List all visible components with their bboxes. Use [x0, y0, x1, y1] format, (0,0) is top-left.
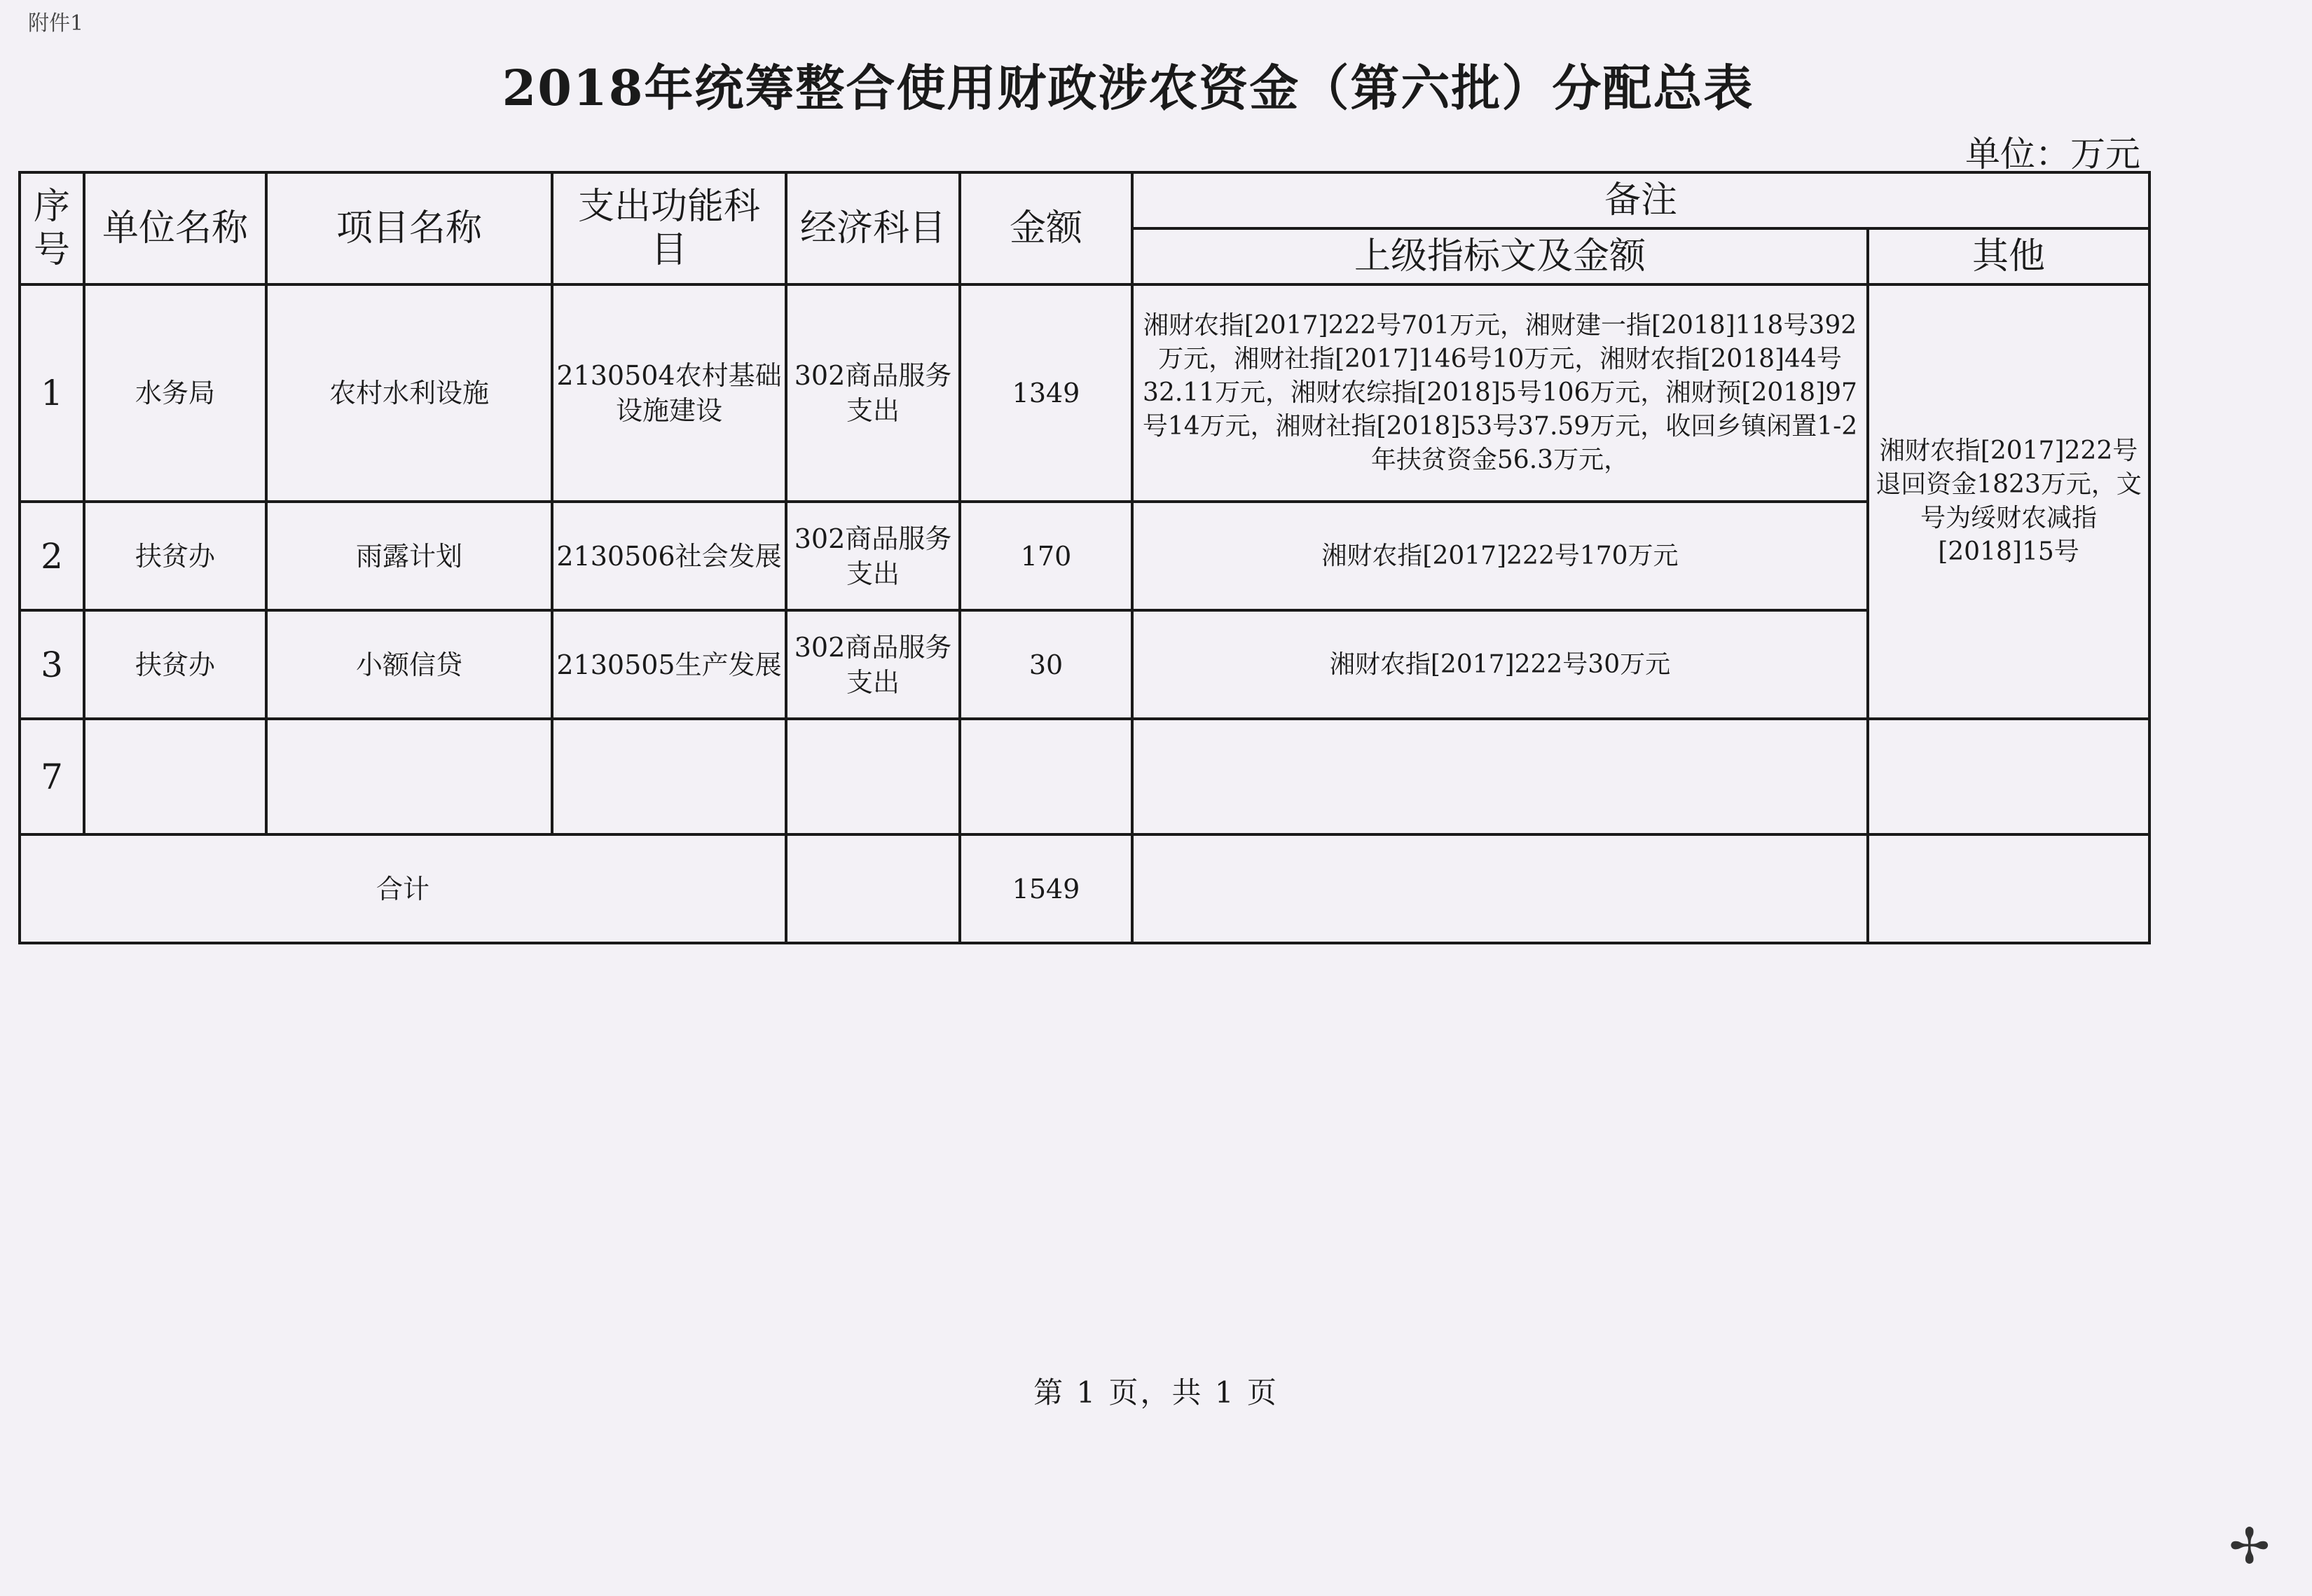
total-label: 合计 [20, 834, 786, 943]
unit-label: 单位：万元 [1965, 134, 2140, 174]
header-seq: 序号 [20, 172, 84, 284]
row-other [1868, 719, 2149, 834]
row-project-name [266, 719, 552, 834]
row-func-subject: 2130504农村基础设施建设 [552, 284, 786, 502]
header-func-subject: 支出功能科目 [552, 172, 786, 284]
total-row [20, 834, 2149, 943]
row-superior-doc: 湘财农指[2017]222号170万元 [1132, 502, 1868, 610]
header-superior-doc: 上级指标文及金额 [1132, 228, 1868, 284]
header-unit-name: 单位名称 [84, 172, 266, 284]
header-amount: 金额 [960, 172, 1132, 284]
row-project-name: 小额信贷 [266, 610, 552, 719]
header-remarks: 备注 [1132, 172, 2149, 228]
row-func-subject: 2130506社会发展 [552, 502, 786, 610]
allocation-table [18, 171, 2151, 944]
row-econ-subject [786, 719, 960, 834]
row-amount [960, 719, 1132, 834]
total-superior-doc [1132, 834, 1868, 943]
header-other: 其他 [1868, 228, 2149, 284]
other-note: 湘财农指[2017]222号退回资金1823万元，文号为绥财农减指[2018]15号 [1868, 284, 2149, 719]
row-econ-subject: 302商品服务支出 [786, 610, 960, 719]
row-func-subject: 2130505生产发展 [552, 610, 786, 719]
row-project-name: 农村水利设施 [266, 284, 552, 502]
header-econ-subject: 经济科目 [786, 172, 960, 284]
row-unit-name [84, 719, 266, 834]
row-unit-name: 水务局 [84, 284, 266, 502]
table-row [20, 284, 2149, 502]
row-econ-subject: 302商品服务支出 [786, 502, 960, 610]
row-superior-doc: 湘财农指[2017]222号30万元 [1132, 610, 1868, 719]
row-amount: 1349 [960, 284, 1132, 502]
row-unit-name: 扶贫办 [84, 502, 266, 610]
table-row [20, 610, 2149, 719]
row-amount: 170 [960, 502, 1132, 610]
row-superior-doc [1132, 719, 1868, 834]
row-func-subject [552, 719, 786, 834]
handwritten-mark-icon: ✢ [2229, 1518, 2270, 1575]
header-row-1 [20, 172, 2149, 228]
row-seq: 1 [20, 284, 84, 502]
table-row [20, 502, 2149, 610]
total-other [1868, 834, 2149, 943]
header-project-name: 项目名称 [266, 172, 552, 284]
row-seq: 3 [20, 610, 84, 719]
row-project-name: 雨露计划 [266, 502, 552, 610]
table-row [20, 719, 2149, 834]
attachment-label: 附件1 [28, 11, 84, 36]
total-amount: 1549 [960, 834, 1132, 943]
row-amount: 30 [960, 610, 1132, 719]
total-econ-subject [786, 834, 960, 943]
row-econ-subject: 302商品服务支出 [786, 284, 960, 502]
page-title: 2018年统筹整合使用财政涉农资金（第六批）分配总表 [502, 59, 1754, 117]
row-seq: 7 [20, 719, 84, 834]
row-superior-doc: 湘财农指[2017]222号701万元，湘财建一指[2018]118号392万元，湘财社指[2017]146号10万元，湘财农指[2018]44号32.11万元，湘财农综指[2018]5号106万元，湘财预[2018]97号14万元，湘财社指[2018]53号37.59万元，收回乡镇闲置1-2年扶贫资金56.3万元， [1132, 284, 1868, 502]
row-seq: 2 [20, 502, 84, 610]
row-unit-name: 扶贫办 [84, 610, 266, 719]
page-footer: 第 1 页，共 1 页 [1033, 1375, 1279, 1410]
